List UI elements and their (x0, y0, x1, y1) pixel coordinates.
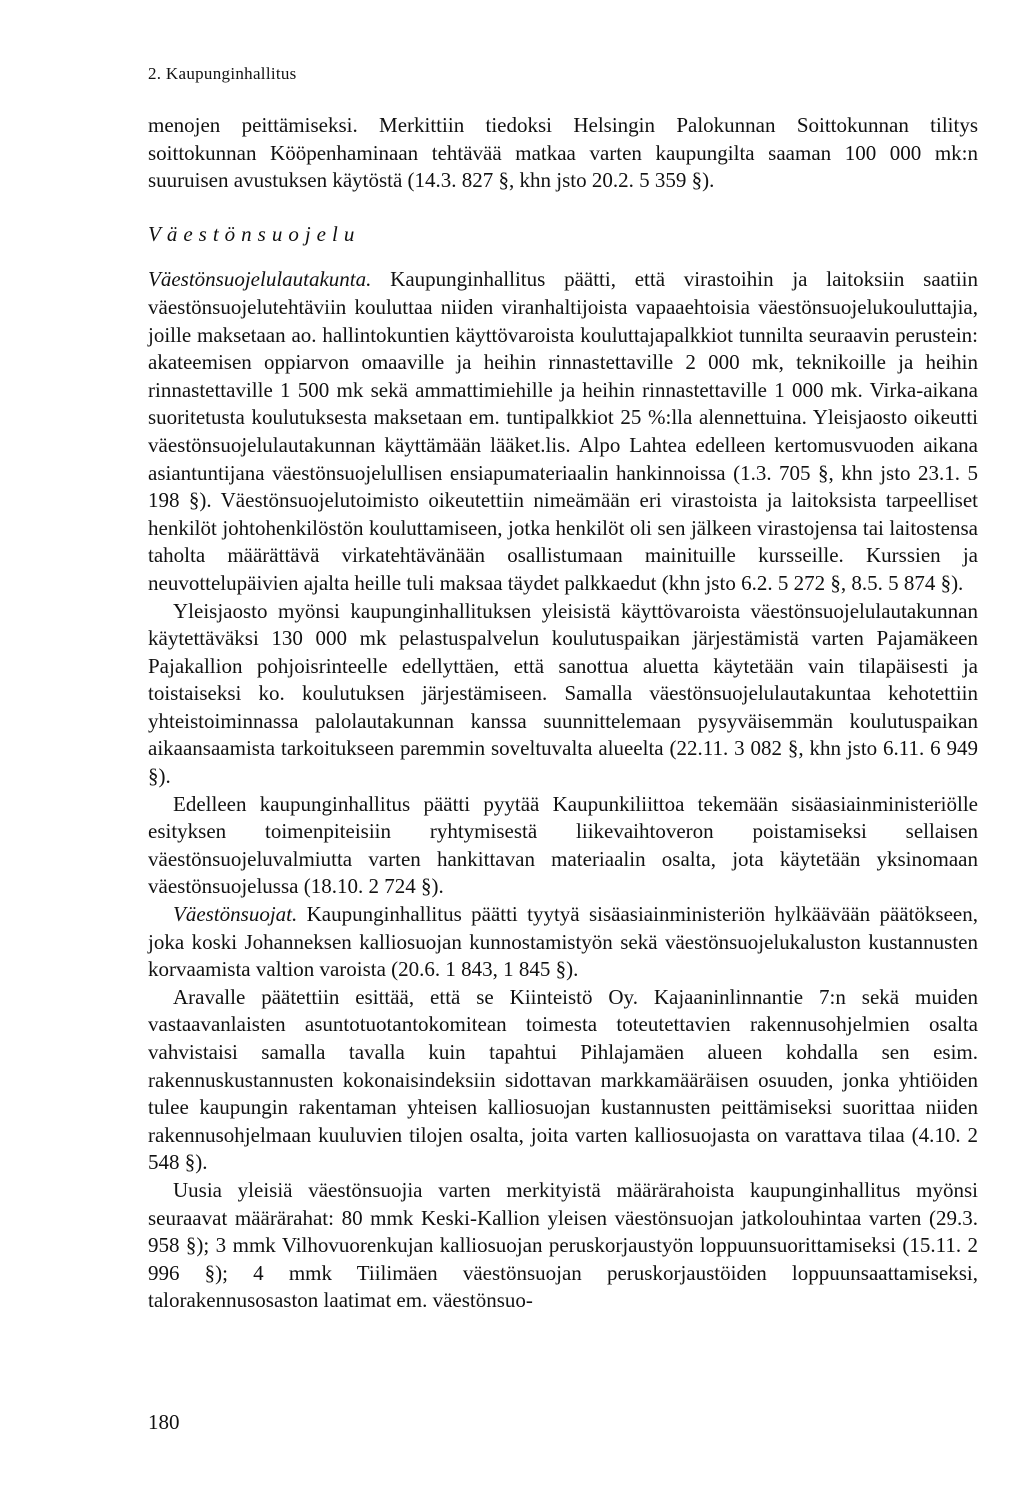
runin-heading-lautakunta: Väestönsuojelulautakunta. (148, 267, 372, 292)
paragraph-7: Uusia yleisiä väestönsuojia varten merkityistä määrärahoista kaupunginhallitus myönsi seuraavat määrärahat: 80 mmk Keski-Kallion yleisen väestönsuojan jatkolouhintaa varten (29.3. 958 §); 3 mmk Vilhovuorenkujan kalliosuojan peruskorjaustyön loppuunsuorittamiseksi (15.11. 2 996 §); 4 mmk Tiilimäen väestönsuojan peruskorjaustöiden loppuunsaattamiseksi, talorakennusosaston laatimat em. väestönsuo- (148, 1177, 978, 1313)
body-text (148, 112, 978, 1315)
paragraph-5-text: Kaupunginhallitus päätti tyytyä sisäasiainministeriön hylkäävään päätökseen, joka koski Johanneksen kalliosuojan kunnostamistyön sekä väestönsuojelukaluston kustannusten korvaamista valtion varoista (20.6. 1 843, 1 845 §). (148, 902, 978, 982)
paragraph-2 (148, 266, 978, 597)
runin-heading-suojat: Väestönsuojat. (173, 902, 298, 927)
running-header: 2. Kaupunginhallitus (148, 64, 297, 83)
document-page (148, 0, 978, 1510)
section-heading: Väestönsuojelu (148, 221, 361, 246)
page-number: 180 (148, 1410, 180, 1434)
paragraph-6: Aravalle päätettiin esittää, että se Kiinteistö Oy. Kajaaninlinnantie 7:n sekä muiden vastaavanlaisten asuntotuotantokomitean toimesta toteutettavien rakennusohjelmien osalta vahvistaisi samalla tavalla kuin tapahtui Pihlajamäen alueen kohdalla sen esim. rakennuskustannusten kokonaisindeksiin sidottavan markkamääräisen osuuden, jonka yhtiöiden tulee kaupungin rakentaman yhteisen kalliosuojan kustannusten peittämiseksi suorittaa niiden rakennusohjelmaan kuuluvien tilojen osalta, joita varten kalliosuojasta on varattava tilaa (4.10. 2 548 §). (148, 984, 978, 1175)
paragraph-4: Edelleen kaupunginhallitus päätti pyytää Kaupunkiliittoa tekemään sisäasiainministeriölle esityksen toimenpiteisiin ryhtymisestä liikevaihtoveron poistamiseksi sellaisen väestönsuojeluvalmiutta varten hankittavan materiaalin osalta, jota käytetään yksinomaan väestönsuojelussa (18.10. 2 724 §). (148, 791, 978, 899)
paragraph-2-text: Kaupunginhallitus päätti, että virastoihin ja laitoksiin saatiin väestönsuojelutehtäviin kouluttaa niiden viranhaltijoista vapaaehtoisia väestönsuojelukouluttajia, joille maksetaan ao. hallintokuntien käyttövaroista kouluttajapalkkiot tunnilta seuraavin perustein: akateemisen oppiarvon omaaville ja heihin rinnastettaville 2 000 mk, teknikoille ja heihin rinnastettaville 1 500 mk sekä ammattimiehille ja heihin rinnastettaville 1 000 mk. Virka-aikana suoritetusta koulutuksesta maksetaan em. tuntipalkkiot 25 %:lla alennettuina. Yleisjaosto oikeutti väestönsuojelulautakunnan käyttämään lääket.lis. Alpo Lahtea edelleen kertomusvuoden aikana asiantuntijana väestönsuojelullisen ensiapumateriaalin hankinnoissa (1.3. 705 §, khn jsto 23.1. 5 198 §). Väestönsuojelutoimisto oikeutettiin nimeämään eri virastoista ja laitoksista tarpeelliset henkilöt johtohenkilöstön kouluttamiseen, jotka henkilöt oli sen jälkeen virastojensa tai laitostensa taholta määrättävä virkatehtävänään osallistumaan mainituille kursseille. Kurssien ja neuvottelupäivien ajalta heille tuli maksaa täydet palkkaedut (khn jsto 6.2. 5 272 §, 8.5. 5 874 §). (148, 267, 978, 595)
paragraph-3: Yleisjaosto myönsi kaupunginhallituksen yleisistä käyttövaroista väestönsuojelulautakunnan käytettäväksi 130 000 mk pelastuspalvelun koulutuspaikan järjestämistä varten Pajamäkeen Pajakallion pohjoisrinteelle edellyttäen, että sanottua aluetta käytetään vain tilapäisesti ja toistaiseksi ko. koulutuksen järjestämiseen. Samalla väestönsuojelulautakuntaa kehotettiin yhteistoiminnassa palolautakunnan kanssa suunnittelemaan pysyväisemmän koulutuspaikan aikaansaamista tarkoitukseen paremmin soveltuvalta alueelta (22.11. 3 082 §, khn jsto 6.11. 6 949 §). (148, 598, 978, 789)
paragraph-5 (148, 901, 978, 984)
paragraph-1: menojen peittämiseksi. Merkittiin tiedoksi Helsingin Palokunnan Soittokunnan tilitys soittokunnan Kööpenhaminaan tehtävää matkaa varten kaupungilta saaman 100 000 mk:n suuruisen avustuksen käytöstä (14.3. 827 §, khn jsto 20.2. 5 359 §). (148, 113, 978, 193)
